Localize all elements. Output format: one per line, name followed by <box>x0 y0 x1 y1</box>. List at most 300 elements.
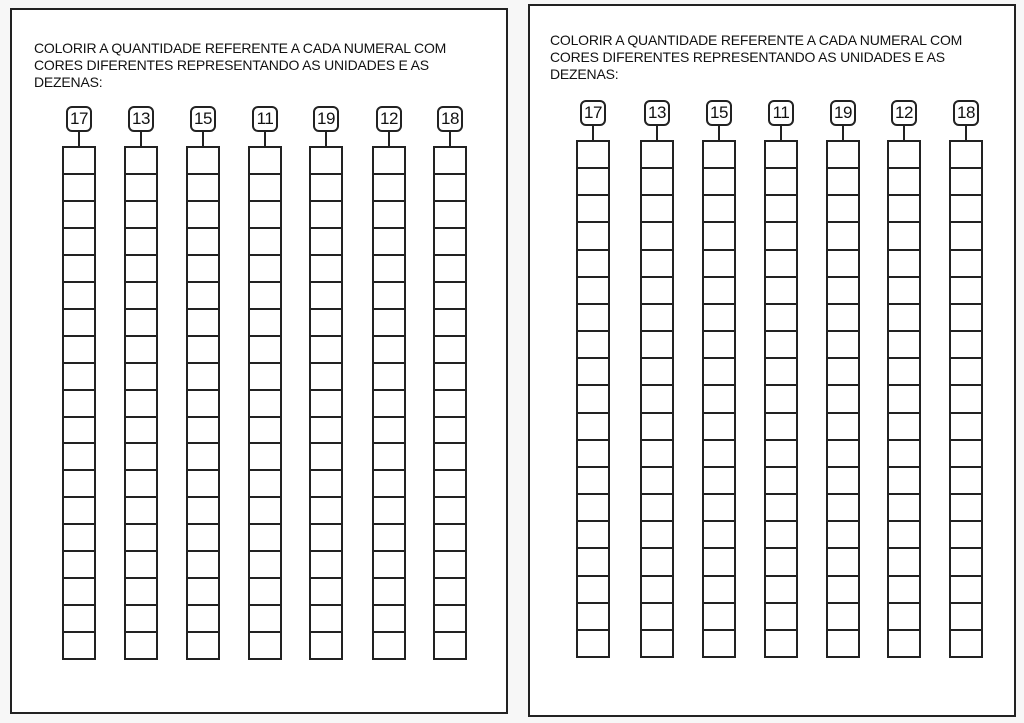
coloring-cell[interactable] <box>642 142 672 169</box>
coloring-cell[interactable] <box>188 148 218 175</box>
coloring-cell[interactable] <box>951 495 981 522</box>
coloring-cell[interactable] <box>435 633 465 658</box>
coloring-cell[interactable] <box>766 223 796 250</box>
coloring-cell[interactable] <box>311 391 341 418</box>
coloring-cell[interactable] <box>64 364 94 391</box>
coloring-cell[interactable] <box>704 142 734 169</box>
coloring-cell[interactable] <box>704 522 734 549</box>
coloring-cell[interactable] <box>311 552 341 579</box>
coloring-cell[interactable] <box>889 414 919 441</box>
coloring-cell[interactable] <box>311 175 341 202</box>
coloring-cell[interactable] <box>435 229 465 256</box>
coloring-cell[interactable] <box>64 229 94 256</box>
coloring-cell[interactable] <box>435 148 465 175</box>
coloring-cell[interactable] <box>374 364 404 391</box>
coloring-cell[interactable] <box>311 202 341 229</box>
coloring-cell[interactable] <box>126 283 156 310</box>
coloring-cell[interactable] <box>578 495 608 522</box>
coloring-cell[interactable] <box>64 283 94 310</box>
coloring-cell[interactable] <box>188 337 218 364</box>
coloring-cell[interactable] <box>951 549 981 576</box>
coloring-cell[interactable] <box>578 414 608 441</box>
coloring-cell[interactable] <box>188 283 218 310</box>
coloring-cell[interactable] <box>64 579 94 606</box>
coloring-cell[interactable] <box>188 391 218 418</box>
coloring-cell[interactable] <box>374 606 404 633</box>
counting-bar <box>62 146 96 660</box>
coloring-cell[interactable] <box>435 202 465 229</box>
coloring-cell[interactable] <box>578 332 608 359</box>
coloring-cell[interactable] <box>578 441 608 468</box>
coloring-cell[interactable] <box>578 631 608 656</box>
coloring-cell[interactable] <box>889 305 919 332</box>
coloring-cell[interactable] <box>704 332 734 359</box>
coloring-cell[interactable] <box>951 631 981 656</box>
coloring-cell[interactable] <box>435 418 465 445</box>
coloring-cell[interactable] <box>188 175 218 202</box>
coloring-cell[interactable] <box>250 310 280 337</box>
numeral-label: 11 <box>252 106 278 132</box>
coloring-cell[interactable] <box>642 305 672 332</box>
numeral-column-15 <box>186 106 220 660</box>
coloring-cell[interactable] <box>188 579 218 606</box>
coloring-cell[interactable] <box>64 525 94 552</box>
coloring-cell[interactable] <box>311 148 341 175</box>
coloring-cell[interactable] <box>311 498 341 525</box>
coloring-cell[interactable] <box>374 391 404 418</box>
coloring-cell[interactable] <box>435 364 465 391</box>
coloring-cell[interactable] <box>828 441 858 468</box>
coloring-cell[interactable] <box>311 229 341 256</box>
coloring-cell[interactable] <box>126 471 156 498</box>
coloring-cell[interactable] <box>828 196 858 223</box>
numeral-column-18 <box>949 100 983 658</box>
coloring-cell[interactable] <box>766 251 796 278</box>
coloring-cell[interactable] <box>578 549 608 576</box>
coloring-cell[interactable] <box>311 444 341 471</box>
coloring-cell[interactable] <box>766 604 796 631</box>
coloring-cell[interactable] <box>828 359 858 386</box>
coloring-cell[interactable] <box>766 577 796 604</box>
coloring-cell[interactable] <box>951 577 981 604</box>
coloring-cell[interactable] <box>828 223 858 250</box>
coloring-cell[interactable] <box>578 577 608 604</box>
coloring-cell[interactable] <box>889 169 919 196</box>
coloring-cell[interactable] <box>578 251 608 278</box>
coloring-cell[interactable] <box>250 579 280 606</box>
coloring-cell[interactable] <box>188 498 218 525</box>
counting-bar <box>826 140 860 658</box>
coloring-cell[interactable] <box>828 251 858 278</box>
coloring-cell[interactable] <box>889 468 919 495</box>
coloring-cell[interactable] <box>951 414 981 441</box>
coloring-cell[interactable] <box>766 631 796 656</box>
numeral-label: 17 <box>580 100 606 126</box>
coloring-cell[interactable] <box>435 283 465 310</box>
coloring-cell[interactable] <box>951 332 981 359</box>
coloring-cell[interactable] <box>250 471 280 498</box>
coloring-cell[interactable] <box>578 386 608 413</box>
coloring-cell[interactable] <box>889 386 919 413</box>
coloring-cell[interactable] <box>828 495 858 522</box>
coloring-cell[interactable] <box>642 441 672 468</box>
coloring-cell[interactable] <box>766 495 796 522</box>
coloring-cell[interactable] <box>126 310 156 337</box>
coloring-cell[interactable] <box>64 148 94 175</box>
coloring-cell[interactable] <box>126 148 156 175</box>
coloring-cell[interactable] <box>250 444 280 471</box>
coloring-cell[interactable] <box>642 631 672 656</box>
coloring-cell[interactable] <box>642 169 672 196</box>
coloring-cell[interactable] <box>250 606 280 633</box>
coloring-cell[interactable] <box>704 359 734 386</box>
coloring-cell[interactable] <box>435 606 465 633</box>
coloring-cell[interactable] <box>188 418 218 445</box>
coloring-cell[interactable] <box>250 364 280 391</box>
counting-bar <box>186 146 220 660</box>
coloring-cell[interactable] <box>642 577 672 604</box>
coloring-cell[interactable] <box>578 359 608 386</box>
coloring-cell[interactable] <box>766 441 796 468</box>
coloring-cell[interactable] <box>311 606 341 633</box>
coloring-cell[interactable] <box>642 223 672 250</box>
coloring-cell[interactable] <box>64 256 94 283</box>
coloring-cell[interactable] <box>704 577 734 604</box>
coloring-cell[interactable] <box>126 606 156 633</box>
coloring-cell[interactable] <box>126 337 156 364</box>
coloring-cell[interactable] <box>642 604 672 631</box>
coloring-cell[interactable] <box>374 633 404 658</box>
coloring-cell[interactable] <box>374 202 404 229</box>
coloring-cell[interactable] <box>188 552 218 579</box>
coloring-cell[interactable] <box>311 364 341 391</box>
coloring-cell[interactable] <box>250 633 280 658</box>
coloring-cell[interactable] <box>188 256 218 283</box>
coloring-cell[interactable] <box>766 142 796 169</box>
coloring-cell[interactable] <box>642 468 672 495</box>
coloring-cell[interactable] <box>374 337 404 364</box>
coloring-cell[interactable] <box>188 525 218 552</box>
coloring-cell[interactable] <box>766 278 796 305</box>
coloring-cell[interactable] <box>889 549 919 576</box>
coloring-cell[interactable] <box>435 444 465 471</box>
coloring-cell[interactable] <box>250 202 280 229</box>
coloring-cell[interactable] <box>374 229 404 256</box>
coloring-cell[interactable] <box>311 633 341 658</box>
coloring-cell[interactable] <box>188 633 218 658</box>
coloring-cell[interactable] <box>704 223 734 250</box>
coloring-cell[interactable] <box>188 202 218 229</box>
coloring-cell[interactable] <box>188 229 218 256</box>
connector-line <box>388 132 390 146</box>
coloring-cell[interactable] <box>126 633 156 658</box>
coloring-cell[interactable] <box>578 468 608 495</box>
coloring-cell[interactable] <box>951 386 981 413</box>
coloring-cell[interactable] <box>126 202 156 229</box>
coloring-cell[interactable] <box>250 337 280 364</box>
coloring-cell[interactable] <box>828 522 858 549</box>
coloring-cell[interactable] <box>435 310 465 337</box>
coloring-cell[interactable] <box>64 606 94 633</box>
coloring-cell[interactable] <box>704 631 734 656</box>
coloring-cell[interactable] <box>250 525 280 552</box>
coloring-cell[interactable] <box>642 414 672 441</box>
coloring-cell[interactable] <box>435 525 465 552</box>
coloring-cell[interactable] <box>250 552 280 579</box>
coloring-cell[interactable] <box>188 444 218 471</box>
coloring-cell[interactable] <box>126 579 156 606</box>
worksheet-right <box>528 4 1016 717</box>
coloring-cell[interactable] <box>374 552 404 579</box>
coloring-cell[interactable] <box>250 256 280 283</box>
coloring-cell[interactable] <box>374 148 404 175</box>
numeral-column-12 <box>372 106 406 660</box>
coloring-cell[interactable] <box>250 391 280 418</box>
coloring-cell[interactable] <box>704 196 734 223</box>
coloring-cell[interactable] <box>311 471 341 498</box>
coloring-cell[interactable] <box>704 386 734 413</box>
coloring-cell[interactable] <box>766 414 796 441</box>
coloring-cell[interactable] <box>126 391 156 418</box>
coloring-cell[interactable] <box>766 468 796 495</box>
numeral-column-13 <box>124 106 158 660</box>
numeral-label: 12 <box>891 100 917 126</box>
coloring-cell[interactable] <box>642 386 672 413</box>
coloring-cell[interactable] <box>374 256 404 283</box>
coloring-cell[interactable] <box>704 604 734 631</box>
connector-line <box>718 126 720 140</box>
connector-line <box>965 126 967 140</box>
coloring-cell[interactable] <box>828 414 858 441</box>
connector-line <box>842 126 844 140</box>
coloring-cell[interactable] <box>435 552 465 579</box>
coloring-cell[interactable] <box>374 471 404 498</box>
coloring-cell[interactable] <box>642 251 672 278</box>
coloring-cell[interactable] <box>578 305 608 332</box>
coloring-cell[interactable] <box>188 471 218 498</box>
coloring-cell[interactable] <box>126 525 156 552</box>
coloring-cell[interactable] <box>704 251 734 278</box>
numeral-label: 19 <box>313 106 339 132</box>
numeral-label: 19 <box>830 100 856 126</box>
coloring-cell[interactable] <box>642 278 672 305</box>
counting-bar <box>248 146 282 660</box>
coloring-cell[interactable] <box>889 577 919 604</box>
coloring-cell[interactable] <box>311 579 341 606</box>
coloring-cell[interactable] <box>642 549 672 576</box>
coloring-cell[interactable] <box>374 283 404 310</box>
coloring-cell[interactable] <box>766 549 796 576</box>
coloring-cell[interactable] <box>578 223 608 250</box>
coloring-cell[interactable] <box>578 169 608 196</box>
coloring-cell[interactable] <box>704 495 734 522</box>
numeral-column-18 <box>433 106 467 660</box>
coloring-cell[interactable] <box>435 391 465 418</box>
coloring-cell[interactable] <box>951 169 981 196</box>
coloring-cell[interactable] <box>311 418 341 445</box>
coloring-cell[interactable] <box>578 278 608 305</box>
coloring-cell[interactable] <box>578 196 608 223</box>
coloring-cell[interactable] <box>64 498 94 525</box>
coloring-cell[interactable] <box>250 229 280 256</box>
coloring-cell[interactable] <box>828 169 858 196</box>
coloring-cell[interactable] <box>828 142 858 169</box>
coloring-cell[interactable] <box>250 175 280 202</box>
coloring-cell[interactable] <box>889 631 919 656</box>
coloring-cell[interactable] <box>766 196 796 223</box>
coloring-cell[interactable] <box>828 278 858 305</box>
coloring-cell[interactable] <box>951 142 981 169</box>
numeral-column-12 <box>887 100 921 658</box>
coloring-cell[interactable] <box>435 498 465 525</box>
coloring-cell[interactable] <box>766 332 796 359</box>
coloring-cell[interactable] <box>951 522 981 549</box>
coloring-cell[interactable] <box>435 579 465 606</box>
coloring-cell[interactable] <box>126 444 156 471</box>
numeral-column-17 <box>62 106 96 660</box>
connector-line <box>140 132 142 146</box>
coloring-cell[interactable] <box>64 444 94 471</box>
coloring-cell[interactable] <box>64 202 94 229</box>
coloring-cell[interactable] <box>766 522 796 549</box>
coloring-cell[interactable] <box>828 577 858 604</box>
coloring-cell[interactable] <box>889 196 919 223</box>
coloring-cell[interactable] <box>64 391 94 418</box>
coloring-cell[interactable] <box>642 196 672 223</box>
coloring-cell[interactable] <box>374 579 404 606</box>
coloring-cell[interactable] <box>889 223 919 250</box>
coloring-cell[interactable] <box>828 549 858 576</box>
coloring-cell[interactable] <box>435 337 465 364</box>
coloring-cell[interactable] <box>311 337 341 364</box>
coloring-cell[interactable] <box>250 148 280 175</box>
coloring-cell[interactable] <box>951 441 981 468</box>
coloring-cell[interactable] <box>704 549 734 576</box>
numeral-column-13 <box>640 100 674 658</box>
coloring-cell[interactable] <box>374 444 404 471</box>
connector-line <box>449 132 451 146</box>
connector-line <box>325 132 327 146</box>
coloring-cell[interactable] <box>828 631 858 656</box>
coloring-cell[interactable] <box>374 525 404 552</box>
coloring-cell[interactable] <box>642 359 672 386</box>
coloring-cell[interactable] <box>374 175 404 202</box>
coloring-cell[interactable] <box>828 468 858 495</box>
coloring-cell[interactable] <box>766 169 796 196</box>
coloring-cell[interactable] <box>311 256 341 283</box>
coloring-cell[interactable] <box>126 175 156 202</box>
coloring-cell[interactable] <box>951 251 981 278</box>
coloring-cell[interactable] <box>704 414 734 441</box>
coloring-cell[interactable] <box>951 278 981 305</box>
coloring-cell[interactable] <box>578 604 608 631</box>
coloring-cell[interactable] <box>311 525 341 552</box>
coloring-cell[interactable] <box>64 175 94 202</box>
coloring-cell[interactable] <box>766 386 796 413</box>
coloring-cell[interactable] <box>642 332 672 359</box>
coloring-cell[interactable] <box>951 359 981 386</box>
numeral-label: 13 <box>644 100 670 126</box>
coloring-cell[interactable] <box>704 305 734 332</box>
coloring-cell[interactable] <box>951 468 981 495</box>
coloring-cell[interactable] <box>250 418 280 445</box>
coloring-cell[interactable] <box>889 604 919 631</box>
coloring-cell[interactable] <box>766 305 796 332</box>
coloring-cell[interactable] <box>889 441 919 468</box>
coloring-cell[interactable] <box>126 418 156 445</box>
coloring-cell[interactable] <box>704 169 734 196</box>
coloring-cell[interactable] <box>126 364 156 391</box>
coloring-cell[interactable] <box>435 471 465 498</box>
coloring-cell[interactable] <box>828 332 858 359</box>
coloring-cell[interactable] <box>704 278 734 305</box>
coloring-cell[interactable] <box>311 283 341 310</box>
coloring-cell[interactable] <box>642 522 672 549</box>
coloring-cell[interactable] <box>766 359 796 386</box>
coloring-cell[interactable] <box>64 552 94 579</box>
connector-line <box>780 126 782 140</box>
coloring-cell[interactable] <box>126 256 156 283</box>
numeral-column-19 <box>309 106 343 660</box>
coloring-cell[interactable] <box>951 305 981 332</box>
coloring-cell[interactable] <box>951 223 981 250</box>
coloring-cell[interactable] <box>188 606 218 633</box>
coloring-cell[interactable] <box>188 310 218 337</box>
coloring-cell[interactable] <box>828 305 858 332</box>
coloring-cell[interactable] <box>250 498 280 525</box>
coloring-cell[interactable] <box>250 283 280 310</box>
coloring-cell[interactable] <box>889 359 919 386</box>
coloring-cell[interactable] <box>435 175 465 202</box>
coloring-cell[interactable] <box>889 142 919 169</box>
coloring-cell[interactable] <box>64 310 94 337</box>
coloring-cell[interactable] <box>374 310 404 337</box>
coloring-cell[interactable] <box>828 386 858 413</box>
numeral-label: 11 <box>768 100 794 126</box>
coloring-cell[interactable] <box>64 633 94 658</box>
numeral-column-19 <box>826 100 860 658</box>
coloring-cell[interactable] <box>951 604 981 631</box>
coloring-cell[interactable] <box>126 552 156 579</box>
coloring-cell[interactable] <box>578 142 608 169</box>
coloring-cell[interactable] <box>951 196 981 223</box>
coloring-cell[interactable] <box>642 495 672 522</box>
coloring-cell[interactable] <box>374 498 404 525</box>
coloring-cell[interactable] <box>188 364 218 391</box>
coloring-cell[interactable] <box>889 278 919 305</box>
coloring-cell[interactable] <box>311 310 341 337</box>
coloring-cell[interactable] <box>578 522 608 549</box>
coloring-cell[interactable] <box>126 498 156 525</box>
coloring-cell[interactable] <box>889 522 919 549</box>
coloring-cell[interactable] <box>64 471 94 498</box>
coloring-cell[interactable] <box>828 604 858 631</box>
coloring-cell[interactable] <box>889 495 919 522</box>
numeral-label: 18 <box>437 106 463 132</box>
connector-line <box>903 126 905 140</box>
coloring-cell[interactable] <box>889 332 919 359</box>
coloring-cell[interactable] <box>435 256 465 283</box>
coloring-cell[interactable] <box>64 337 94 364</box>
coloring-cell[interactable] <box>64 418 94 445</box>
counting-bar <box>372 146 406 660</box>
coloring-cell[interactable] <box>704 468 734 495</box>
coloring-cell[interactable] <box>889 251 919 278</box>
coloring-cell[interactable] <box>374 418 404 445</box>
coloring-cell[interactable] <box>126 229 156 256</box>
counting-bar <box>124 146 158 660</box>
coloring-cell[interactable] <box>704 441 734 468</box>
